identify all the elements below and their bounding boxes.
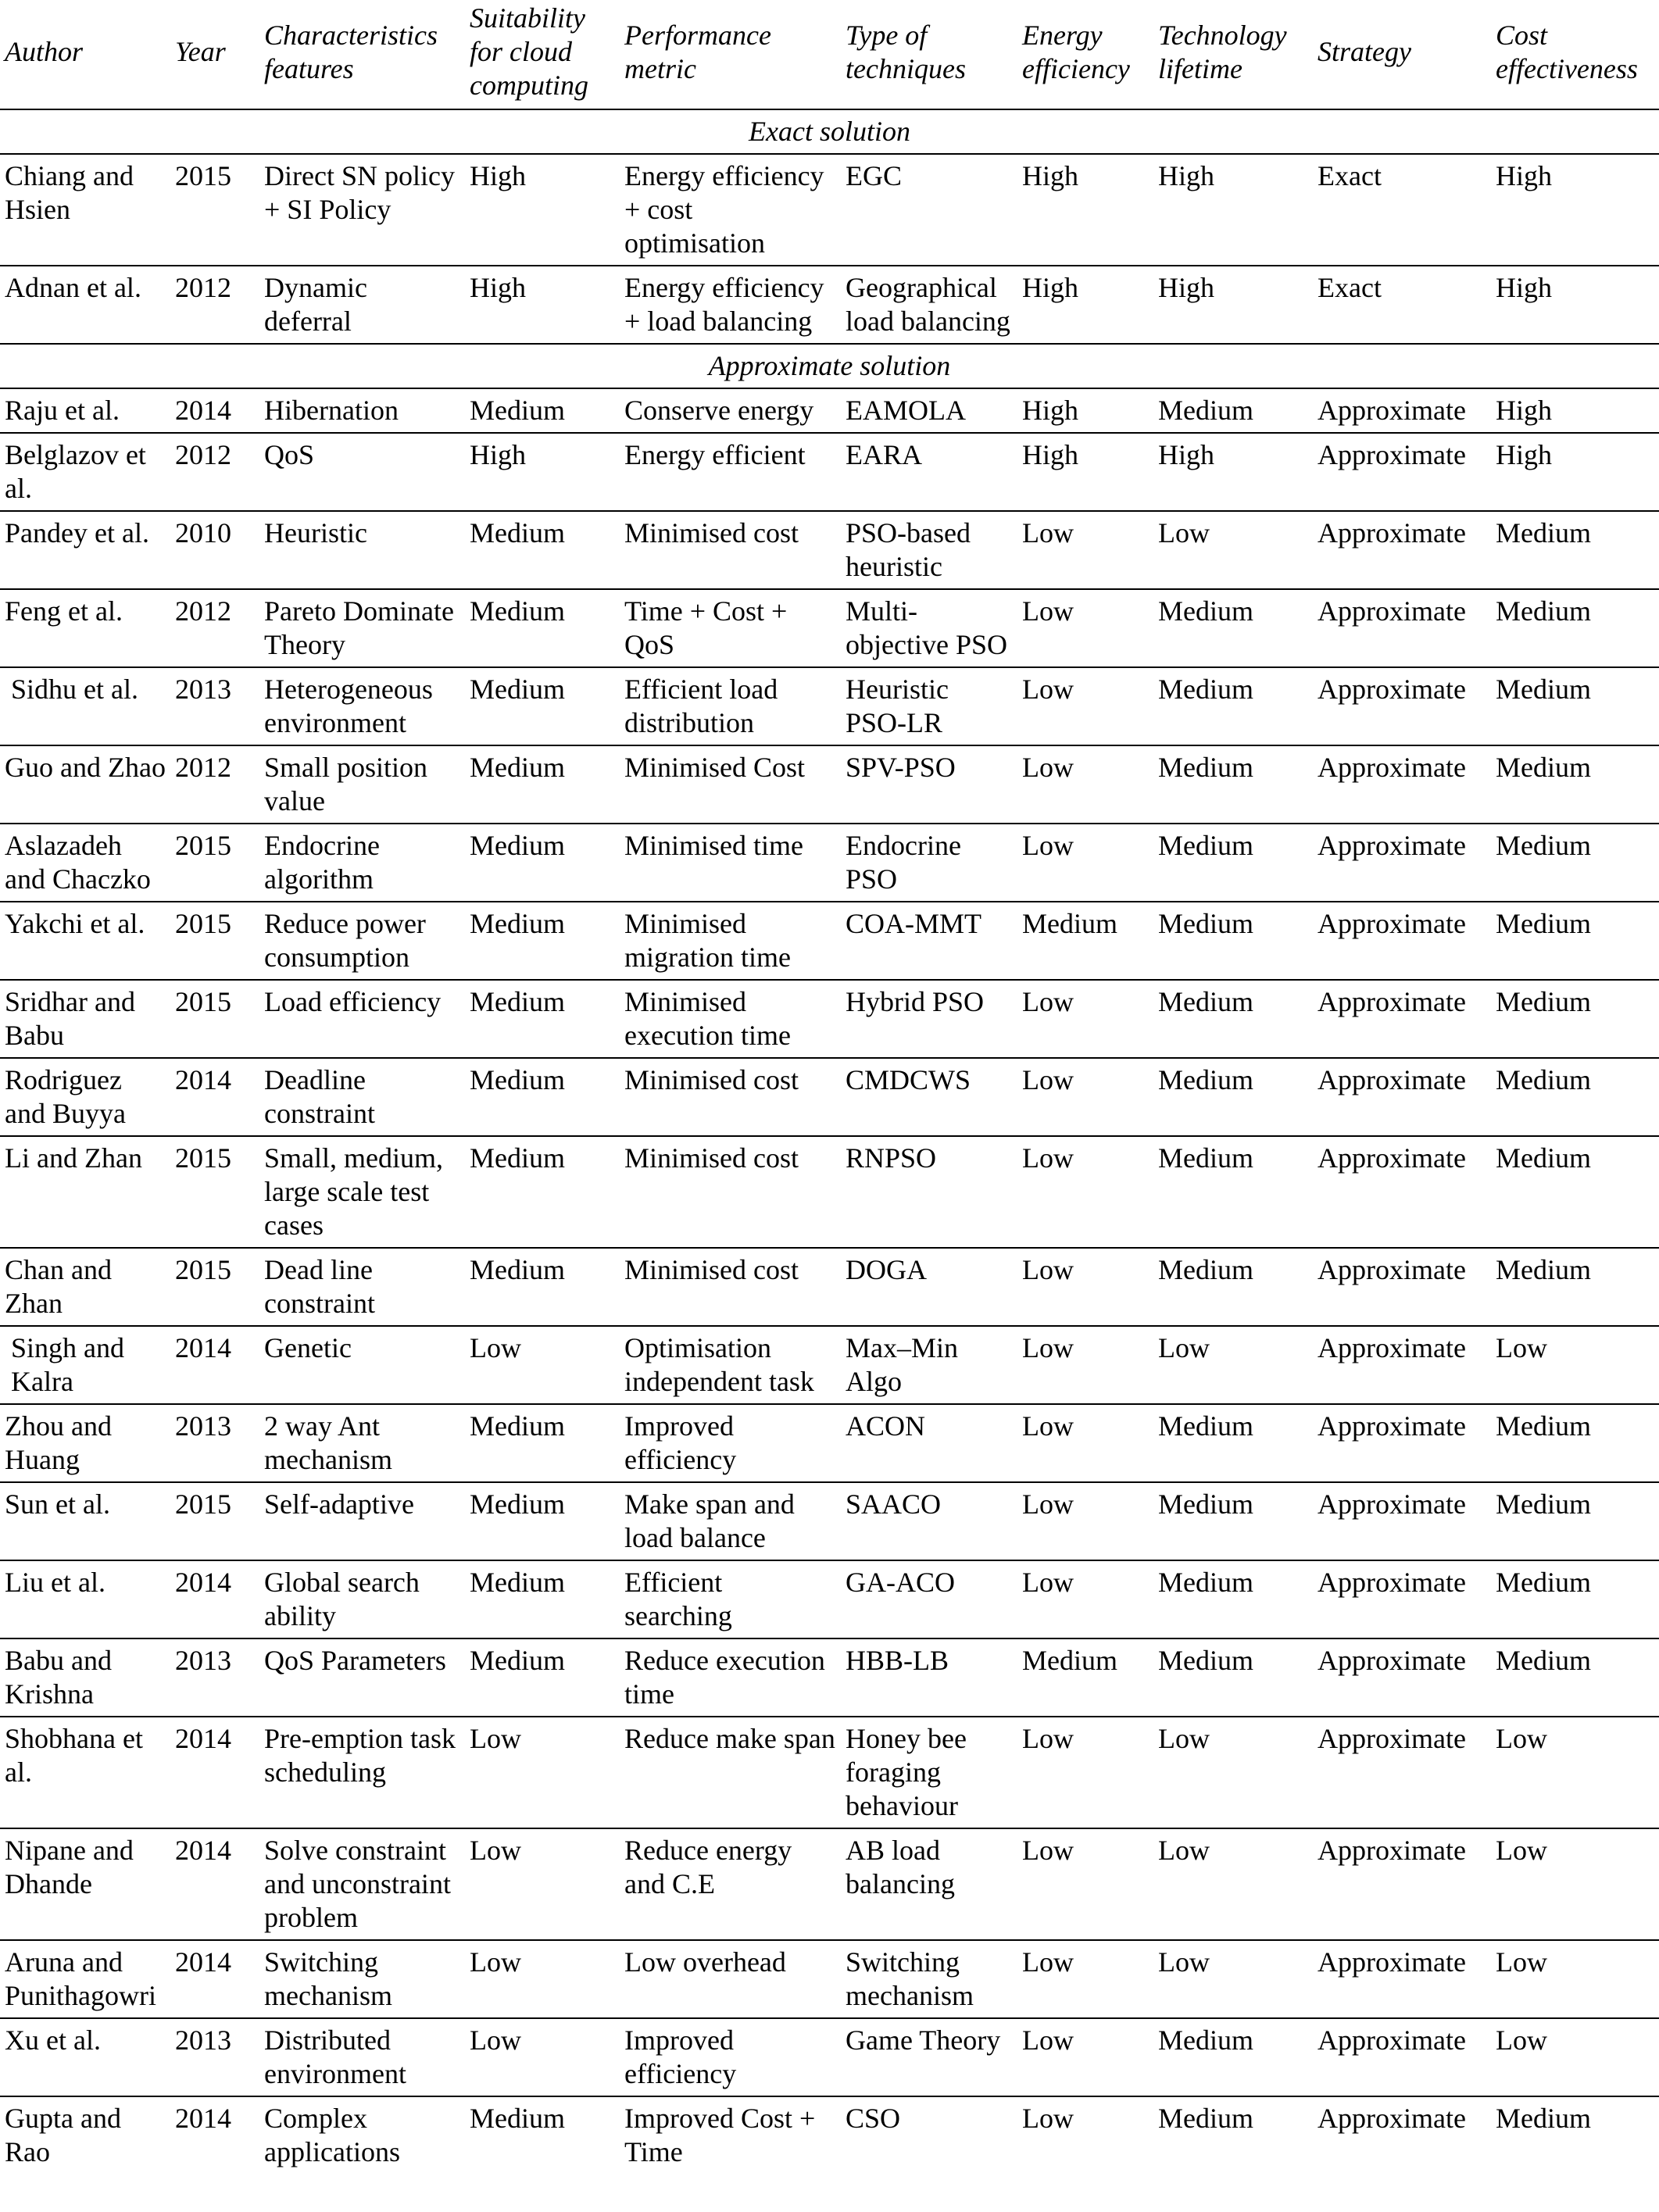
cell-characteristics: Genetic [259, 1326, 465, 1404]
cell-author: Xu et al. [0, 2018, 170, 2096]
cell-characteristics: Switching mechanism [259, 1940, 465, 2018]
cell-year: 2014 [170, 1717, 259, 1828]
cell-year: 2014 [170, 1058, 259, 1136]
cell-author: Raju et al. [0, 388, 170, 433]
cell-author: Chiang and Hsien [0, 154, 170, 266]
cell-characteristics: Hibernation [259, 388, 465, 433]
cell-technique-type: Max–Min Algo [841, 1326, 1017, 1404]
cell-technique-type: Multi-objective PSO [841, 589, 1017, 667]
cell-performance-metric: Low overhead [620, 1940, 841, 2018]
cell-year: 2014 [175, 2103, 231, 2134]
cell-technique-type: Switching mechanism [841, 1940, 1017, 2018]
cell-performance-metric: Energy efficiency + cost optimisation [620, 154, 841, 266]
cell-characteristics: Solve constraint and unconstraint problem [259, 1828, 465, 1940]
table-row [0, 433, 1659, 511]
header-technology-lifetime: Technology lifetime [1153, 0, 1313, 109]
cell-year: 2015 [170, 1248, 259, 1326]
cell-technique-type: Honey bee foraging behaviour [841, 1717, 1017, 1828]
table-row [0, 1638, 1659, 1717]
cell-year: 2012 [170, 745, 259, 824]
cell-performance-metric: Reduce execution time [620, 1638, 841, 1717]
cell-cost-effectiveness: High [1491, 433, 1659, 511]
cell-performance-metric: Optimisation independent task [620, 1326, 841, 1404]
cell-energy-efficiency: Low [1017, 1482, 1153, 1560]
cell-technology-lifetime: Medium [1153, 388, 1313, 433]
table-row [0, 745, 1659, 824]
cell-author: Nipane and Dhande [0, 1828, 170, 1940]
cell-performance-metric: Efficient searching [620, 1560, 841, 1638]
cell-cost-effectiveness: Low [1491, 1717, 1659, 1828]
cell-suitability: Medium [465, 1404, 620, 1482]
cell-author: Aruna and Punithagowri [0, 1940, 170, 2018]
cell-suitability: Medium [465, 902, 620, 980]
table-row [0, 1404, 1659, 1482]
cell-technique-type: GA-ACO [841, 1560, 1017, 1638]
cell-technology-lifetime: High [1153, 266, 1313, 344]
cell-technique-type: AB load balancing [841, 1828, 1017, 1940]
cell-characteristics: Small position value [259, 745, 465, 824]
cell-technology-lifetime: Medium [1153, 902, 1313, 980]
cell-energy-efficiency: Low [1017, 1404, 1153, 1482]
header-author: Author [0, 0, 170, 109]
cell-energy-efficiency: Low [1017, 1828, 1153, 1940]
cell-year: 2010 [170, 511, 259, 589]
cell-technique-type: CSO [846, 2103, 901, 2134]
cell-cost-effectiveness: Medium [1491, 1482, 1659, 1560]
cell-performance-metric: Time + Cost + QoS [620, 589, 841, 667]
header-strategy: Strategy [1313, 0, 1491, 109]
cell-suitability: Medium [470, 2103, 565, 2134]
cell-characteristics: Direct SN policy + SI Policy [259, 154, 465, 266]
cell-technique-type: Heuristic PSO-LR [841, 667, 1017, 745]
cell-strategy: Approximate [1318, 2103, 1466, 2134]
cell-year: 2012 [170, 433, 259, 511]
cell-characteristics: Heuristic [259, 511, 465, 589]
cell-author: Adnan et al. [0, 266, 170, 344]
table-row [0, 667, 1659, 745]
table-row [0, 1248, 1659, 1326]
cell-year: 2012 [170, 266, 259, 344]
header-suitability: Suitability for cloud computing [465, 0, 620, 109]
cell-suitability: Medium [465, 589, 620, 667]
cell-characteristics: Self-adaptive [259, 1482, 465, 1560]
cell-cost-effectiveness: Medium [1491, 1560, 1659, 1638]
table-row [0, 1482, 1659, 1560]
cell-suitability: High [465, 154, 620, 266]
cell-strategy: Approximate [1313, 1940, 1491, 2018]
cell-strategy: Approximate [1313, 511, 1491, 589]
cell-energy-efficiency: Low [1017, 1058, 1153, 1136]
cell-energy-efficiency: Low [1017, 667, 1153, 745]
cell-performance-metric: Minimised cost [620, 1136, 841, 1248]
cell-performance-metric: Improved Cost + Time [624, 2103, 816, 2167]
cell-technology-lifetime: Medium [1153, 824, 1313, 902]
table-row [0, 388, 1659, 433]
cell-energy-efficiency: Medium [1017, 902, 1153, 980]
cell-author: Li and Zhan [0, 1136, 170, 1248]
cell-suitability: Medium [465, 1136, 620, 1248]
cell-suitability: Medium [465, 980, 620, 1058]
cell-technology-lifetime: Low [1153, 1828, 1313, 1940]
cell-performance-metric: Minimised execution time [620, 980, 841, 1058]
cell-characteristics: Dead line constraint [259, 1248, 465, 1326]
table-row [0, 511, 1659, 589]
cell-technology-lifetime: Medium [1153, 1638, 1313, 1717]
cell-technology-lifetime: Medium [1153, 1482, 1313, 1560]
cell-cost-effectiveness: High [1491, 266, 1659, 344]
cell-strategy: Approximate [1313, 902, 1491, 980]
cell-performance-metric: Efficient load distribution [620, 667, 841, 745]
cell-strategy: Approximate [1313, 1058, 1491, 1136]
cell-cost-effectiveness: Low [1491, 1326, 1659, 1404]
cell-performance-metric: Minimised Cost [620, 745, 841, 824]
cell-strategy: Approximate [1313, 1404, 1491, 1482]
cell-year: 2014 [170, 388, 259, 433]
cell-characteristics: Distributed environment [259, 2018, 465, 2096]
cell-technology-lifetime: Medium [1153, 980, 1313, 1058]
cell-technology-lifetime: Low [1153, 511, 1313, 589]
cell-strategy: Exact [1313, 154, 1491, 266]
cell-year: 2015 [170, 154, 259, 266]
cell-technique-type: PSO-based heuristic [841, 511, 1017, 589]
cell-strategy: Approximate [1313, 1482, 1491, 1560]
cell-strategy: Approximate [1313, 980, 1491, 1058]
cell-characteristics: Pareto Dominate Theory [259, 589, 465, 667]
cell-performance-metric: Reduce energy and C.E [620, 1828, 841, 1940]
cell-strategy: Approximate [1313, 1828, 1491, 1940]
cell-year: 2014 [170, 1828, 259, 1940]
table-row [0, 1828, 1659, 1940]
cell-strategy: Approximate [1313, 2018, 1491, 2096]
cell-characteristics: QoS [259, 433, 465, 511]
cell-performance-metric: Make span and load balance [620, 1482, 841, 1560]
cell-technique-type: Game Theory [841, 2018, 1017, 2096]
cell-author: Feng et al. [0, 589, 170, 667]
cell-cost-effectiveness: Medium [1491, 1248, 1659, 1326]
cell-energy-efficiency: Low [1017, 1326, 1153, 1404]
cell-technology-lifetime: Medium [1153, 2018, 1313, 2096]
cell-strategy: Approximate [1313, 1717, 1491, 1828]
cell-characteristics: Small, medium, large scale test cases [259, 1136, 465, 1248]
cell-performance-metric: Minimised time [620, 824, 841, 902]
cell-technology-lifetime: Medium [1153, 667, 1313, 745]
cell-cost-effectiveness: Low [1491, 2018, 1659, 2096]
cell-energy-efficiency: Low [1017, 980, 1153, 1058]
cell-year: 2013 [170, 667, 259, 745]
cell-cost-effectiveness: Medium [1491, 1058, 1659, 1136]
cell-energy-efficiency: Low [1017, 2018, 1153, 2096]
cell-suitability: Medium [465, 1482, 620, 1560]
cell-characteristics: Reduce power consumption [259, 902, 465, 980]
cell-author: Rodriguez and Buyya [0, 1058, 170, 1136]
header-characteristics: Characteristics features [259, 0, 465, 109]
cell-strategy: Approximate [1313, 1326, 1491, 1404]
cell-year: 2014 [170, 1326, 259, 1404]
cell-suitability: Medium [465, 511, 620, 589]
cell-characteristics: Load efficiency [259, 980, 465, 1058]
cell-year: 2014 [170, 1940, 259, 2018]
cell-strategy: Approximate [1313, 589, 1491, 667]
cell-suitability: Medium [465, 388, 620, 433]
table-row [0, 1136, 1659, 1248]
table-row [0, 824, 1659, 902]
cell-suitability: Medium [465, 1058, 620, 1136]
table-row [0, 154, 1659, 266]
cell-year: 2012 [170, 589, 259, 667]
cell-author: Babu and Krishna [0, 1638, 170, 1717]
cell-technique-type: SAACO [841, 1482, 1017, 1560]
table-row [0, 589, 1659, 667]
cell-strategy: Exact [1313, 266, 1491, 344]
cell-year: 2014 [170, 1560, 259, 1638]
table-row [0, 1940, 1659, 2018]
cell-energy-efficiency: Low [1017, 511, 1153, 589]
cell-cost-effectiveness: Medium [1491, 824, 1659, 902]
cell-cost-effectiveness: Low [1491, 1828, 1659, 1940]
cell-performance-metric: Minimised cost [620, 1058, 841, 1136]
cell-technique-type: EARA [841, 433, 1017, 511]
cell-technology-lifetime: Low [1153, 1717, 1313, 1828]
cell-strategy: Approximate [1313, 1638, 1491, 1717]
cell-year: 2015 [170, 824, 259, 902]
cell-technique-type: COA-MMT [841, 902, 1017, 980]
cell-cost-effectiveness: Medium [1491, 980, 1659, 1058]
cell-performance-metric: Improved efficiency [620, 2018, 841, 2096]
cell-suitability: Low [465, 1940, 620, 2018]
cell-technology-lifetime: Medium [1153, 745, 1313, 824]
cell-cost-effectiveness: Medium [1491, 1404, 1659, 1482]
cell-cost-effectiveness: Medium [1491, 589, 1659, 667]
cell-technology-lifetime: Low [1153, 1326, 1313, 1404]
cell-suitability: Low [465, 1717, 620, 1828]
header-cost-effectiveness: Cost effectiveness [1491, 0, 1659, 109]
cell-suitability: Medium [465, 1560, 620, 1638]
cell-author: Aslazadeh and Chaczko [0, 824, 170, 902]
table-row [0, 2018, 1659, 2096]
cell-technology-lifetime: Medium [1153, 1560, 1313, 1638]
cell-strategy: Approximate [1313, 433, 1491, 511]
cell-performance-metric: Conserve energy [620, 388, 841, 433]
cell-technique-type: EGC [841, 154, 1017, 266]
cell-energy-efficiency: High [1017, 433, 1153, 511]
cell-year: 2015 [170, 980, 259, 1058]
cell-cost-effectiveness: High [1491, 388, 1659, 433]
table-row [0, 902, 1659, 980]
cell-characteristics: Heterogeneous environment [259, 667, 465, 745]
cell-performance-metric: Minimised cost [620, 511, 841, 589]
cell-energy-efficiency: Low [1022, 2103, 1074, 2134]
cell-author: Singh and Kalra [0, 1326, 170, 1404]
cell-author: Sidhu et al. [0, 667, 170, 745]
cell-energy-efficiency: Medium [1017, 1638, 1153, 1717]
cell-strategy: Approximate [1313, 824, 1491, 902]
cell-performance-metric: Minimised migration time [620, 902, 841, 980]
cell-technology-lifetime: Medium [1153, 1136, 1313, 1248]
cell-technique-type: Endocrine PSO [841, 824, 1017, 902]
table-row [0, 1560, 1659, 1638]
table-row [0, 266, 1659, 344]
table-body [0, 109, 1659, 2174]
cell-year: 2015 [170, 1482, 259, 1560]
cell-technique-type: SPV-PSO [841, 745, 1017, 824]
cell-suitability: Medium [465, 1248, 620, 1326]
cell-technique-type: RNPSO [841, 1136, 1017, 1248]
cell-suitability: Medium [465, 1638, 620, 1717]
cell-suitability: High [465, 266, 620, 344]
section-title: Approximate solution [0, 344, 1659, 388]
cell-energy-efficiency: Low [1017, 1560, 1153, 1638]
cell-year: 2013 [170, 1638, 259, 1717]
cell-year: 2015 [170, 902, 259, 980]
cell-cost-effectiveness: Medium [1491, 1136, 1659, 1248]
cell-author: Yakchi et al. [0, 902, 170, 980]
cell-energy-efficiency: High [1017, 266, 1153, 344]
cell-energy-efficiency: Low [1017, 824, 1153, 902]
cell-energy-efficiency: Low [1017, 1940, 1153, 2018]
cell-author: Zhou and Huang [0, 1404, 170, 1482]
cell-technology-lifetime: High [1153, 154, 1313, 266]
cell-author: Belglazov et al. [0, 433, 170, 511]
cell-characteristics: Deadline constraint [259, 1058, 465, 1136]
cell-performance-metric: Minimised cost [620, 1248, 841, 1326]
cell-cost-effectiveness: High [1491, 154, 1659, 266]
cell-energy-efficiency: Low [1017, 1136, 1153, 1248]
cell-technology-lifetime: Medium [1153, 1248, 1313, 1326]
cell-energy-efficiency: Low [1017, 745, 1153, 824]
cell-strategy: Approximate [1313, 1136, 1491, 1248]
cell-suitability: Medium [465, 745, 620, 824]
table-header [0, 0, 1659, 109]
cell-technique-type: EAMOLA [841, 388, 1017, 433]
cell-technique-type: DOGA [841, 1248, 1017, 1326]
cell-author: Liu et al. [0, 1560, 170, 1638]
section-header-row [0, 344, 1659, 388]
cell-performance-metric: Energy efficient [620, 433, 841, 511]
table-row [0, 1717, 1659, 1828]
table-row [0, 1326, 1659, 1404]
cell-characteristics: QoS Parameters [259, 1638, 465, 1717]
header-technique-type: Type of techniques [841, 0, 1017, 109]
cell-cost-effectiveness: Medium [1491, 511, 1659, 589]
cell-year: 2015 [170, 1136, 259, 1248]
cell-author: Chan and Zhan [0, 1248, 170, 1326]
cell-suitability: Medium [465, 824, 620, 902]
section-title: Exact solution [0, 109, 1659, 154]
cell-strategy: Approximate [1313, 745, 1491, 824]
cell-performance-metric: Energy efficiency + load balancing [620, 266, 841, 344]
cell-suitability: Low [465, 1828, 620, 1940]
cell-strategy: Approximate [1313, 1248, 1491, 1326]
cell-performance-metric: Reduce make span [620, 1717, 841, 1828]
header-energy-efficiency: Energy efficiency [1017, 0, 1153, 109]
cell-author: Pandey et al. [0, 511, 170, 589]
cell-author: Shobhana et al. [0, 1717, 170, 1828]
cell-cost-effectiveness: Low [1491, 1940, 1659, 2018]
cell-author: Sridhar and Babu [0, 980, 170, 1058]
cell-performance-metric: Improved efficiency [620, 1404, 841, 1482]
cell-characteristics: Pre-emption task scheduling [259, 1717, 465, 1828]
cell-strategy: Approximate [1313, 1560, 1491, 1638]
cell-technology-lifetime: Medium [1153, 589, 1313, 667]
cell-technique-type: Geographical load balancing [841, 266, 1017, 344]
cell-energy-efficiency: High [1017, 154, 1153, 266]
section-header-row [0, 109, 1659, 154]
table-row [0, 2096, 1659, 2174]
cell-characteristics: Complex applications [264, 2103, 400, 2167]
cell-suitability: Medium [465, 667, 620, 745]
cell-author: Gupta and Rao [5, 2103, 121, 2167]
cell-cost-effectiveness: Medium [1491, 902, 1659, 980]
cell-characteristics: Global search ability [259, 1560, 465, 1638]
cell-cost-effectiveness: Medium [1491, 745, 1659, 824]
cell-technology-lifetime: Low [1153, 1940, 1313, 2018]
cell-technique-type: CMDCWS [841, 1058, 1017, 1136]
cell-technology-lifetime: Medium [1153, 1058, 1313, 1136]
table-row [0, 1058, 1659, 1136]
cell-energy-efficiency: Low [1017, 1717, 1153, 1828]
cell-suitability: High [465, 433, 620, 511]
cell-characteristics: Dynamic deferral [259, 266, 465, 344]
cell-cost-effectiveness: Medium [1491, 667, 1659, 745]
header-year: Year [170, 0, 259, 109]
cell-author: Sun et al. [0, 1482, 170, 1560]
cell-year: 2013 [170, 1404, 259, 1482]
cell-strategy: Approximate [1313, 388, 1491, 433]
cell-technology-lifetime: High [1153, 433, 1313, 511]
cell-technique-type: HBB-LB [841, 1638, 1017, 1717]
cell-suitability: Low [465, 1326, 620, 1404]
cell-author: Guo and Zhao [0, 745, 170, 824]
cell-technology-lifetime: Medium [1158, 2103, 1253, 2134]
cell-cost-effectiveness: Medium [1496, 2103, 1591, 2134]
cell-characteristics: Endocrine algorithm [259, 824, 465, 902]
cell-technology-lifetime: Medium [1153, 1404, 1313, 1482]
table-row [0, 980, 1659, 1058]
cell-characteristics: 2 way Ant mechanism [259, 1404, 465, 1482]
cell-year: 2013 [170, 2018, 259, 2096]
cell-strategy: Approximate [1313, 667, 1491, 745]
cell-energy-efficiency: Low [1017, 589, 1153, 667]
header-row [0, 0, 1659, 109]
cell-suitability: Low [465, 2018, 620, 2096]
cell-energy-efficiency: Low [1017, 1248, 1153, 1326]
cell-energy-efficiency: High [1017, 388, 1153, 433]
cell-technique-type: Hybrid PSO [841, 980, 1017, 1058]
cell-cost-effectiveness: Medium [1491, 1638, 1659, 1717]
cell-technique-type: ACON [841, 1404, 1017, 1482]
header-performance-metric: Performance metric [620, 0, 841, 109]
